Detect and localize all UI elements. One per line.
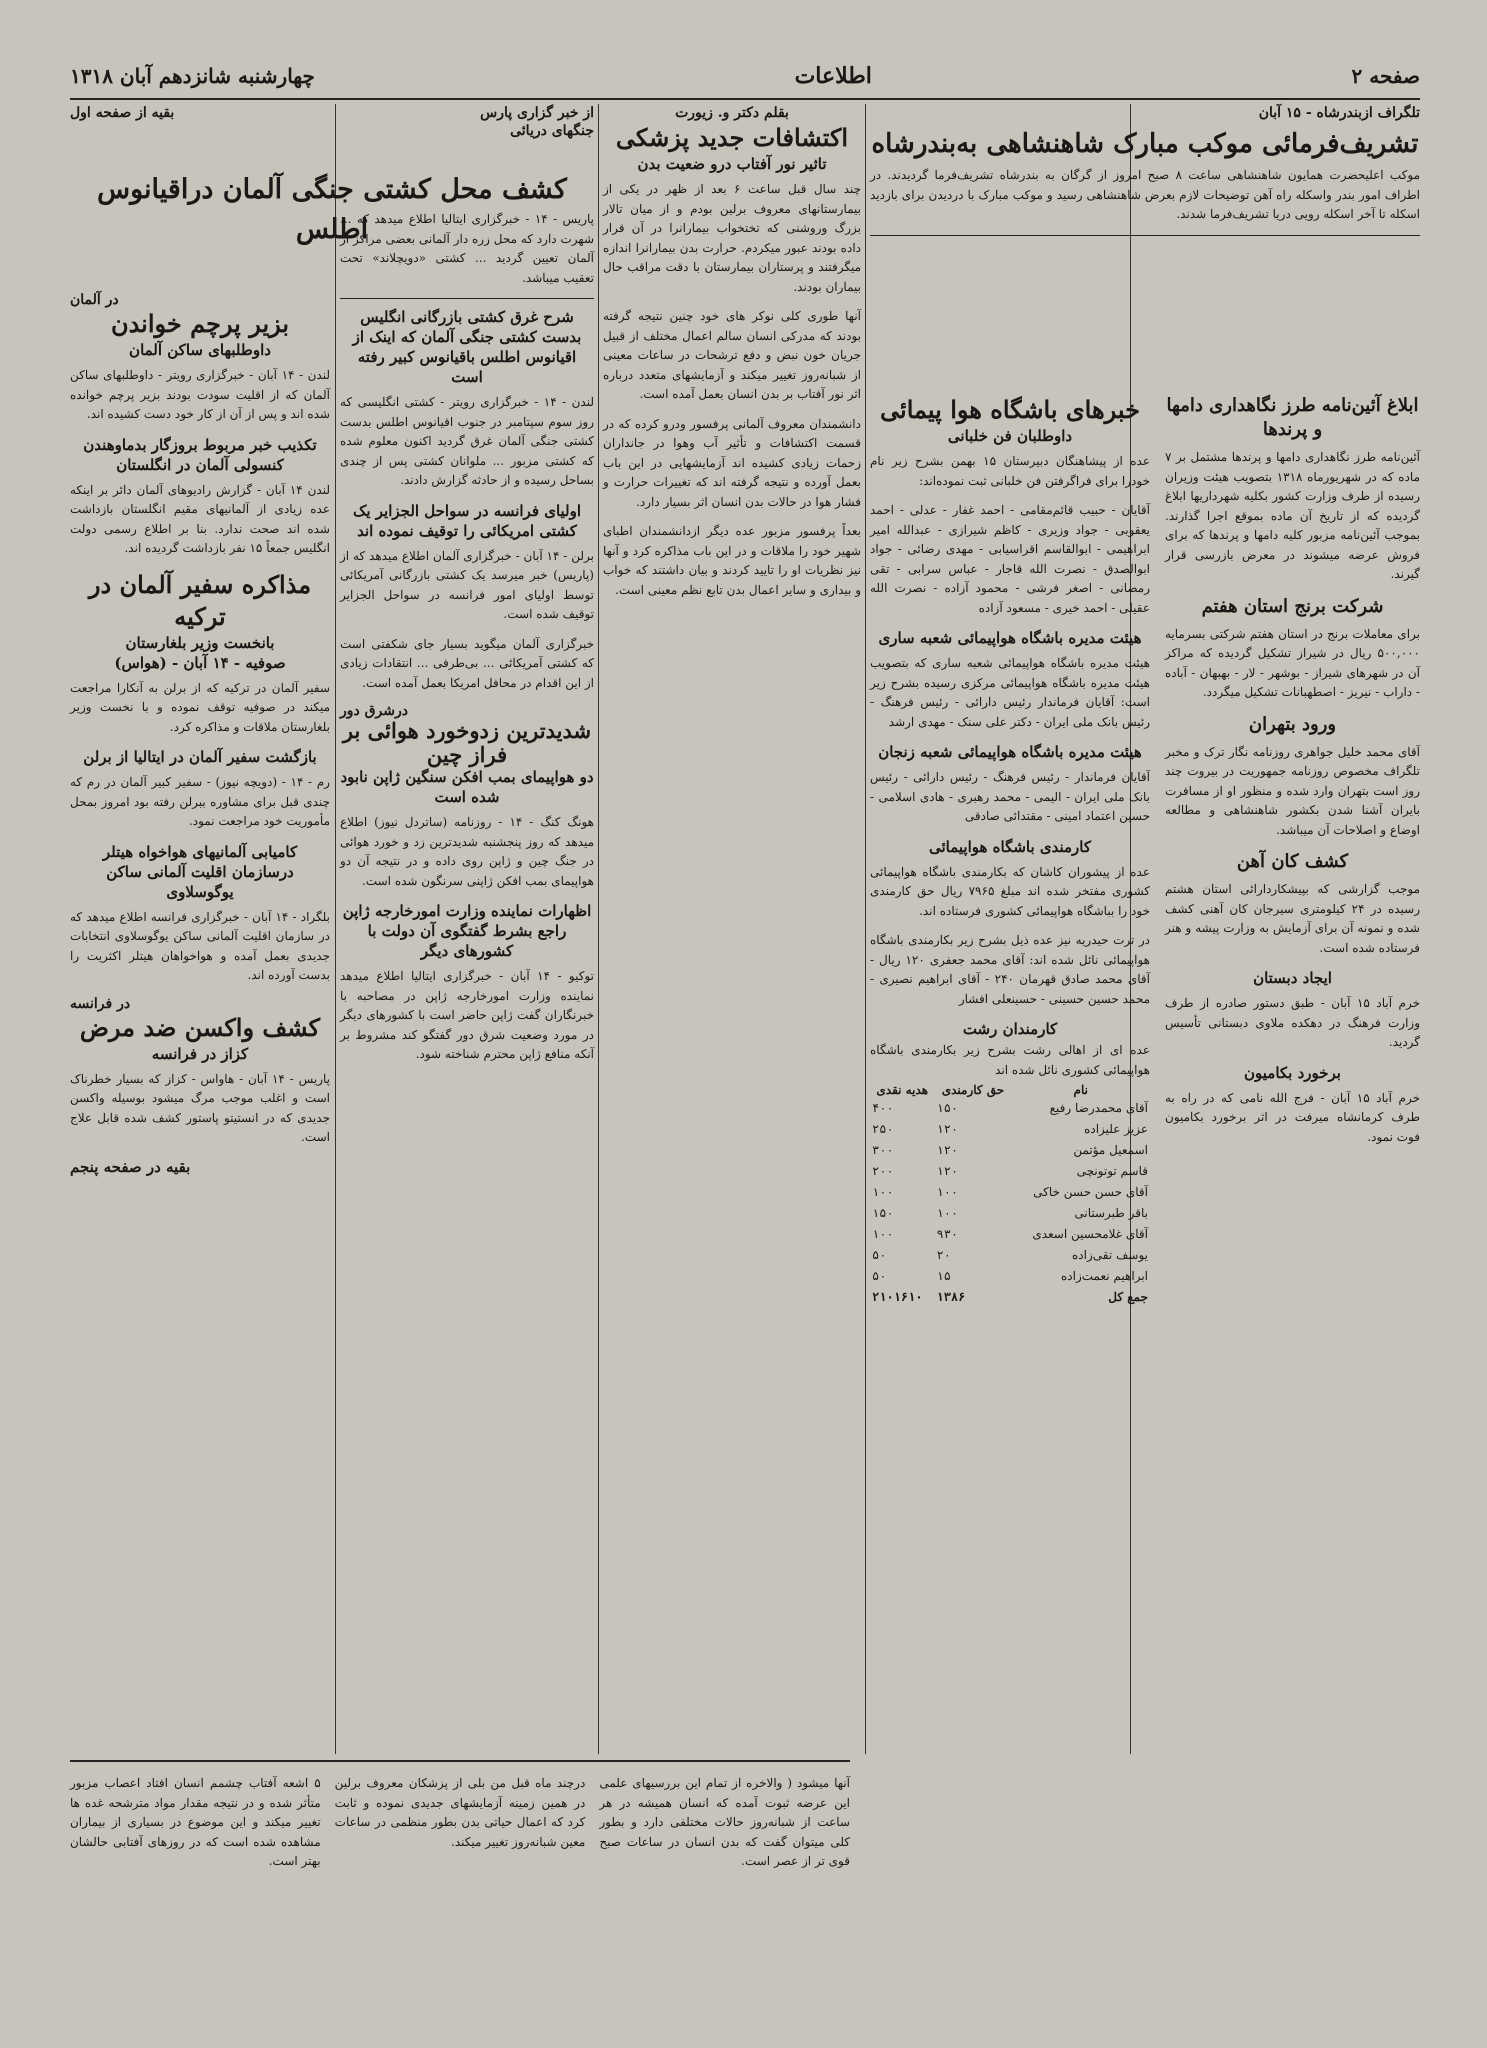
story-text: برلن - ۱۴ آبان - خبرگزاری آلمان اطلاع میدهد که از (پاریس) خبر میرسد یک کشتی بازرگانی آمریکائی توسط اولیای امور فرانسه در سواحل الجزایر توقیف شده است.: [340, 548, 594, 621]
table-header-cell: حق کارمندی: [941, 1083, 1005, 1097]
story-headline: شرح غرق کشتی بازرگانی انگلیس بدست کشتی جنگی آلمان که اینک از اقیانوس اطلس باقیانوس کبیر رفته است: [352, 308, 582, 386]
article-text: بعداً پرفسور مزبور عده دیگر ازدانشمندان اطبای شهیر خود را ملاقات و در این باب مذاکره کرد و آنها نیز نظریات او را تایید کردند و بیان داشتند که خواب و بیداری و سایر اعمال بدن تابع نظم معینی است.: [603, 524, 861, 597]
story-headline: کامیابی آلمانیهای هواخواه هیتلر درسازمان اقلیت آلمانی ساکن یوگوسلاوی: [102, 842, 298, 901]
story-text: پاریس - ۱۴ آبان - هاواس - کزاز که بسیار خطرناک است و اغلب موجب مرگ میشود بوسیله واکسن جدیدی که در انستیتو پاستور کشف شده قابل علاج است.: [70, 1071, 330, 1144]
table-cell: ۱۲۰: [936, 1122, 959, 1136]
table-row: [870, 1224, 1150, 1245]
story-text: لندن - ۱۴ - خبرگزاری رویتر - کشتی انگلیسی که روز سوم سپتامبر در جنوب اقیانوس اطلس بدست کشتی جنگی آلمان غرق گردید اکنون معلوم شده که کشتی مزبور ... ملوانان کشتی پس از چندی بساحل رسیده و از حادثه گزارش دادند.: [340, 395, 594, 487]
story-headline: برخورد بکامیون: [1244, 1063, 1341, 1082]
table-cell: ۲۰: [936, 1248, 951, 1262]
article-subhead: تاثیر نور آفتاب درو ضعیت بدن: [637, 155, 827, 173]
story-headline: داوطلبان فن خلبانی: [947, 427, 1073, 445]
story-text: سفیر آلمان در ترکیه که از برلن به آنکارا مراجعت میکند در صوفیه توقف نموده و با نخست وزیر بلغارستان ملاقات و مذاکره کرد.: [70, 680, 330, 734]
table-cell: عزیز علیزاده: [1084, 1122, 1148, 1136]
story-subhead: بانخست وزیر بلغارستان: [125, 633, 275, 652]
table-cell: آقای حسن حسن خاکی: [1033, 1185, 1148, 1199]
story-headline: اظهارات نماینده وزارت امورخارجه ژاپن راجع بشرط گفتگوی آن دولت با کشورهای دیگر: [342, 902, 592, 960]
story-headline: کشف واکسن ضد مرض: [79, 1012, 321, 1042]
table-row: [870, 1203, 1150, 1224]
article-headline: اکتشافات جدید پزشکی: [615, 123, 849, 152]
section-label: درشرق دور: [340, 703, 408, 719]
article-text: چند سال قبل ساعت ۶ بعد از ظهر در یکی از بیمارستانهای معروف برلین بودم و از میان تالار بزرگ وروشنی که تختخواب بیمارانرا در آن قرار داده بودند عبور میکردم. حرارت بدن بیمارانرا اندازه میگرفتند و پرستاران بیمارستان با دقت مراقب حال بیماران بودند.: [603, 182, 862, 294]
table-cell: جمع کل: [1108, 1290, 1148, 1304]
table-cell: ۱۰۰: [872, 1227, 894, 1241]
table-cell: ۱۵۰: [936, 1101, 959, 1115]
story-text: لندن ۱۴ آبان - گزارش رادیوهای آلمان دائر بر اینکه عده زیادی از آلمانیهای مقیم انگلستان بازداشت شده اند صحت ندارد. بنا بر اطلاع رسمی دولت انگلیس جمعاً ۱۵ نفر بازداشت گردیده اند.: [70, 482, 330, 555]
article-text: دانشمندان معروف آلمانی پرفسور ودرو کرده که در قسمت اکتشافات و تأثیر آب وهوا در جانداران زحمات زیادی کشیده اند آزمایشهایی در این باب بعمل آورده و نتیجه گرفته اند که تغییرات حرارت و فشار هوا در حالات بدن انسان اثر بسیار دارد.: [603, 416, 861, 509]
table-row: [870, 1266, 1150, 1287]
story-kicker: از خبر گزاری پارس: [480, 105, 594, 121]
story-headline: ایجاد دبستان: [1253, 969, 1332, 987]
table-cell: ۵۰: [872, 1248, 887, 1262]
story-headline: هیئت مدیره باشگاه هواپیمائی شعبه زنجان: [878, 743, 1142, 761]
bottom-text: ۵ اشعه آفتاب چشمم انسان افتاد اعصاب مزبور متأثر شده و در نتیجه مقدار مواد مترشحه غده ها تغییر میکند و این موضوع در بسیاری از بیماران مشاهده شده است که در روزهای آفتابی حالشان بهتر است.: [69, 1776, 321, 1868]
story-headline: شرکت برنج استان هفتم: [1201, 595, 1384, 617]
continued-from: بقیه از صفحه اول: [70, 105, 175, 121]
table-cell: ۱۰۰: [936, 1185, 959, 1199]
table-header-cell: نام: [1073, 1083, 1088, 1097]
story-text: توکیو - ۱۴ آبان - خبرگزاری ایتالیا اطلاع میدهد نماینده وزارت امورخارجه ژاپن در مصاحبه با خبرنگاران گفت ژاپن حاضر است با کشورهای دیگر در مورد وضعیت شرق دور گفتگو کند مشروط بر آنکه منافع ژاپن محترم شناخته شود.: [340, 969, 594, 1061]
column-divider: [598, 104, 599, 1754]
story-text: لندن - ۱۴ آبان - خبرگزاری رویتر - داوطلبهای ساکن آلمان که از اقلیت سودت بودند بزیر پرچم خوانده شده اند و پس از آن از کار خود دست کشیده اند.: [70, 368, 330, 421]
story-headline: کارمندی باشگاه هواپیمائی: [928, 837, 1092, 856]
table-cell: ۲۵۰: [872, 1122, 894, 1136]
story-headline: ورود بتهران: [1248, 713, 1337, 735]
story-text: پاریس - ۱۴ - خبرگزاری ایتالیا اطلاع میدهد که ... شهرت دارد که محل زره دار آلمانی بعضی مراکز از آلمان تعیین گردید ... کشتی «دویچلاند» تحت تعقیب میباشد.: [340, 212, 594, 285]
table-cell: آقای غلامحسین اسعدی: [1032, 1227, 1148, 1241]
table-cell: ۱۰۰: [872, 1185, 894, 1199]
story-text: در ترت حیدریه نیز عده ذیل بشرح زیر بکارمندی باشگاه هواپیمائی نائل شده اند: آقای محمد جعفری ۱۲۰ ریال - آقای محمد صادق قهرمان ۲۴۰ - آقای ابراهیم نصیری - محمد حسین حسینی - حسینعلی افشار: [870, 933, 1150, 1006]
story-text: آقایان فرماندار - رئیس فرهنگ - رئیس دارائی - رئیس بانک ملی ایران - الیمی - محمد رهبری - هادی اسلامی - حسین اعتماد امینی - مقتدائی صادقی: [870, 770, 1150, 823]
bottom-strip: [70, 1768, 850, 2038]
names-list: آقایان - حبیب قائم‌مقامی - احمد غفار - عدلی - احمد یعقوبی - جواد وزیری - کاظم شیرازی - عبدالله امیر ابراهیمی - ابوالقاسم اقراسیابی - مهدی رضائی - جواد ابوالصدق - نصرت الله قاجار - عباس سرابی - تقی رمضانی - اصغر فرشی - محمود آزاده - نصرت الله عقیلی - احمد خیری - مسعود آزاده: [870, 503, 1150, 615]
story-text: آقای محمد خلیل جواهری روزنامه نگار ترک و مخبر تلگراف مخصوص روزنامه جمهوریت در بیروت چند روز است بتهران وارد شده و منظور او از مسافرت بایران آشنا شدن بکشور شاهنشاهی و مطالعه اوضاع و اصلاحات آن میباشد.: [1165, 744, 1420, 837]
story-text: هونگ کنگ - ۱۴ - روزنامه (ساتردل نیوز) اطلاع میدهد که روز پنجشنبه شدیدترین زد و خورد هوائی در جنگ چین و ژاپن روی داده و در نتیجه آن دو هواپیمای بمب افکن ژاپنی سرنگون شده است.: [340, 815, 594, 888]
bottom-text: آنها میشود ( والاخره از تمام این بررسیهای علمی این عرضه ثبوت آمده که انسان همیشه در هر ساعت از شبانه‌روز حالات مختلفی دارد و بطور کلی میتوان گفت که بدن انسان در ساعات صبح قوی تر از عصر است.: [599, 1776, 850, 1868]
story-kicker: جنگهای دریائی: [510, 123, 594, 139]
table-total-row: [870, 1287, 1150, 1308]
story-headline: هیئت مدیره باشگاه هواپیمائی شعبه ساری: [878, 629, 1142, 647]
story-headline: ابلاغ آئین‌نامه طرز نگاهداری دامها و پرندها: [1166, 395, 1419, 440]
table-cell: آقای محمدرضا رفیع: [1049, 1101, 1148, 1115]
table-cell: باقر طبرستانی: [1074, 1206, 1148, 1220]
issue-date: چهارشنبه شانزدهم آبان ۱۳۱۸: [70, 64, 315, 88]
table-row: [870, 1245, 1150, 1266]
table-cell: ۲۱۰۱۶۱۰: [872, 1290, 923, 1304]
table-intro: عده ای از اهالی رشت بشرح زیر بکارمندی باشگاه هواپیمائی کشوری نائل شده اند: [870, 1043, 1150, 1077]
story-text: خرم آباد ۱۵ آبان - فرج الله نامی که در راه به طرف کرمانشاه میرفت در اثر برخورد بکامیون فوت نمود.: [1165, 1090, 1420, 1144]
table-cell: ۳۰۰: [872, 1143, 894, 1157]
story-dateline: صوفیه - ۱۴ آبان - (هواس): [114, 653, 286, 672]
story-headline: کشف کان آهن: [1236, 851, 1349, 872]
column-club-news: [870, 394, 1150, 1308]
column-3: [340, 104, 594, 1754]
table-cell: ۲۰۰: [872, 1164, 894, 1178]
story-text: عده از پیشوران کاشان که بکارمندی باشگاه هواپیمائی کشوری مفتخر شده اند مبلغ ۷۹۶۵ ریال حق کارمندی خود را بباشگاه هواپیمائی کشوری فرستاده اند.: [870, 864, 1150, 918]
members-table: [870, 1082, 1150, 1308]
story-text: رم - ۱۴ - (دویچه نیوز) - سفیر کبیر آلمان در رم که چندی قبل برای مشاوره ببرلن رفته بود امروز بمحل مأموریت خود مراجعت نمود.: [70, 775, 330, 828]
page-number: صفحه ۲: [1351, 64, 1420, 88]
table-header-row: [870, 1082, 1150, 1098]
table-cell: ابراهیم نعمت‌زاده: [1061, 1269, 1148, 1283]
story-headline: مذاکره سفیر آلمان در ترکیه: [88, 569, 312, 631]
continued-note: بقیه در صفحه پنجم: [70, 1157, 191, 1176]
table-row: [870, 1119, 1150, 1140]
story-headline: بزیر پرچم خواندن: [110, 309, 290, 338]
story-text: آئین‌نامه طرز نگاهداری دامها و پرندها مشتمل بر ۷ ماده که در شهریورماه ۱۳۱۸ بتصویب هیئت وزیران رسیده از طرف وزارت کشور بکلیه شهرداریها ابلاغ گردیده که از تاریخ آن ماده بموقع اجرا گذارند. بموجب آئین‌نامه مزبور کلیه دامها و پرندها که برای فروش عرضه میشوند در معرض بازرسی قرار گیرند.: [1165, 450, 1421, 581]
story-headline: بازگشت سفیر آلمان در ایتالیا از برلن: [83, 748, 317, 766]
masthead: [70, 58, 1420, 94]
table-cell: ۱۰۰: [936, 1206, 959, 1220]
table-cell: ۹۳۰: [936, 1227, 959, 1241]
section-label: در فرانسه: [70, 995, 131, 1012]
table-cell: ۴۰۰: [872, 1101, 894, 1115]
story-divider: [870, 235, 1420, 236]
table-cell: قاسم توتونچی: [1076, 1164, 1148, 1178]
masthead-rule: [70, 98, 1420, 100]
story-headline: اولیای فرانسه در سواحل الجزایر یک کشتی امریکائی را توقیف نموده اند: [352, 501, 582, 540]
story-text: بلگراد - ۱۴ آبان - خبرگزاری فرانسه اطلاع میدهد که در سازمان اقلیت آلمانی ساکن یوگوسلاوی انتخابات جدیدی بعمل آمده و هواخواهان هیتلر اکثریت را بدست آورده اند.: [70, 909, 330, 982]
table-cell: ۱۵۰: [872, 1206, 894, 1220]
table-cell: یوسف تقی‌زاده: [1071, 1248, 1148, 1262]
column-divider: [335, 104, 336, 1754]
story-subhead: دو هواپیمای بمب افکن سنگین ژاپن نابود شده است: [340, 768, 594, 806]
story-text: خبرگزاری آلمان میگوید بسیار جای شکفتی است که کشتی آمریکائی ... بی‌طرفی ... انتقادات زیادی از این اقدام در محافل امریکا بعمل آمده است.: [340, 636, 594, 690]
table-cell: ۱۲۰: [936, 1164, 959, 1178]
table-header-cell: هدیه نقدی: [876, 1083, 929, 1097]
article-text: آنها طوری کلی نوکر های خود چنین نتیجه گرفته بودند که مدرکی انسان سالم اعمال مختلف از قبیل جریان خون نبض و دفع ترشحات در ساعات معینی از شبانه‌روز تغییر میکند و آزمایشهای متعدد درباره اثر نور آفتاب بر بدن انسان بعمل آمده است.: [603, 309, 861, 401]
column-2: [603, 104, 861, 1754]
lead-headline: تشریف‌فرمائی موکب مبارک شاهنشاهی به‌بندرشاه: [871, 129, 1419, 159]
table-cell: ۱۳۸۶: [936, 1290, 966, 1304]
story-subhead: داوطلبهای ساکن آلمان: [129, 341, 271, 359]
table-headline: کارمندان رشت: [962, 1020, 1058, 1038]
bottom-text: درچند ماه قبل من بلی از پزشکان معروف برلین در همین زمینه آزمایشهای جدیدی نموده و ثابت کرد که اعمال حیاتی بدن بطور منظمی در ساعات معین شبانه‌روز تغییر میکند.: [334, 1776, 586, 1849]
story-headline: شدیدترین زدوخورد هوائی بر فراز چین: [342, 718, 592, 767]
column-4: [70, 104, 330, 1754]
table-cell: ۱۲۰: [936, 1143, 959, 1157]
column-divider: [865, 104, 866, 1754]
bottom-rule: [70, 1760, 850, 1762]
column-1a: [1165, 394, 1420, 1157]
table-cell: ۱۵: [936, 1269, 951, 1283]
table-row: [870, 1182, 1150, 1203]
story-divider: [340, 298, 594, 299]
story-headline: تکذیب خبر مربوط بروزگار بدماوهندن کنسولی آلمان در انگلستان: [83, 435, 317, 474]
story-text: هیئت مدیره باشگاه هواپیمائی شعبه ساری که بتصویب هیئت مدیره باشگاه هواپیمائی مرکزی رسیده بشرح زیر است: آقایان فرماندار رئیس دارائی - رئیس فرهنگ - رئیس بانک ملی ایران - دکتر علی سنک - مهدی ارشد: [870, 656, 1150, 729]
section-headline: خبرهای باشگاه هوا پیمائی: [880, 395, 1140, 424]
story-kicker: تلگراف ازبندرشاه - ۱۵ آبان: [1258, 105, 1420, 121]
table-cell: ۵۰: [872, 1269, 887, 1283]
table-cell: اسمعیل مؤتمن: [1073, 1143, 1148, 1157]
story-text: عده از پیشاهنگان دبیرستان ۱۵ بهمن بشرح زیر نام خودرا برای فراگرفتن فن خلبانی ثبت نموده‌اند:: [870, 454, 1150, 488]
newspaper-title: اطلاعات: [794, 63, 872, 89]
story-text: خرم آباد ۱۵ آبان - طبق دستور صادره از طرف وزارت فرهنگ در دهکده ملاوی دبستانی تأسیس گردید.: [1165, 996, 1420, 1049]
table-row: [870, 1161, 1150, 1182]
table-row: [870, 1098, 1150, 1119]
story-text: موجب گزارشی که بپیشکاردارائی استان هشتم رسیده در ۲۴ کیلومتری سیرجان کان آهنی کشف شده و نمونه آن برای آزمایش به وزارت پیشه و هنر فرستاده شده است.: [1165, 882, 1420, 955]
table-row: [870, 1140, 1150, 1161]
column-1: [870, 104, 1420, 1754]
story-subhead: کزاز در فرانسه: [151, 1044, 249, 1063]
section-label: در آلمان: [70, 292, 119, 308]
story-text: برای معاملات برنج در استان هفتم شرکتی بسرمایه ۵۰۰,۰۰۰ ریال در شیراز تشکیل گردیده که مراکز آن در شهرهای شیراز - بوشهر - لار - بهبهان - آباده - داراب - نیریز - اصطهبانات تشکیل میگردد.: [1165, 626, 1420, 699]
naval-headline: کشف محل کشتی جنگی آلمان دراقیانوس اطلس: [97, 174, 567, 245]
lead-story-text: موکب اعلیحضرت همایون شاهنشاهی ساعت ۸ صبح امروز از گرگان به بندرشاه تشریف‌فرما گردیدند. در اطراف امور بندر واسکله راه آهن توضیحات لازم بعرض شاهنشاهی رسید و موکب مبارک با دردیدن برای بازدید اسکله تا آخر اسکله رویی دریا تشریف‌فرما شدند.: [870, 168, 1420, 221]
byline: بقلم دکتر و. زیورت: [675, 105, 789, 121]
